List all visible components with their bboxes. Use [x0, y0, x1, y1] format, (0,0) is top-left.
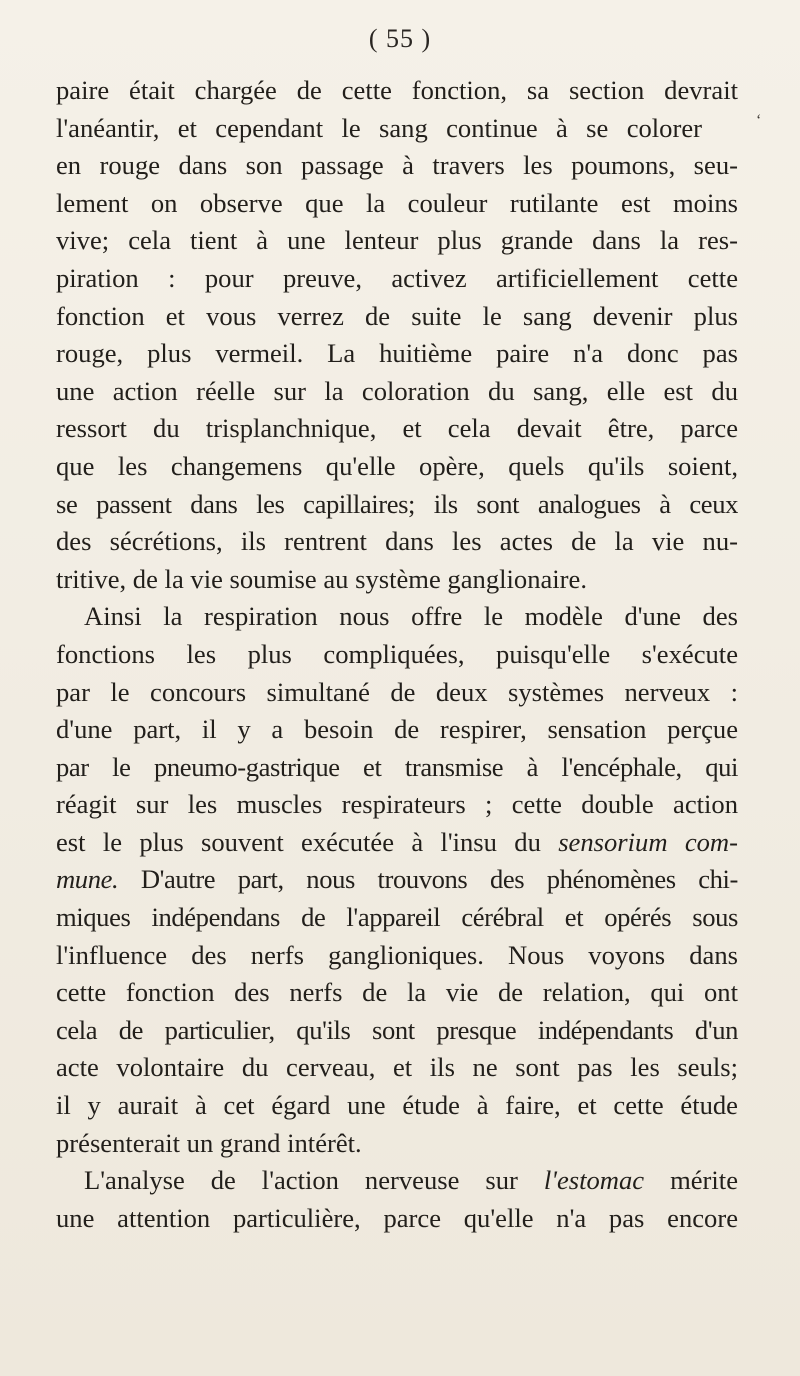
text-line: [56, 298, 738, 336]
text-line-main: par le pneumo-gastrique et transmise à l'encéphale, qui: [56, 751, 738, 782]
text-line-after: mérite: [644, 1165, 738, 1196]
text-line-main: Ainsi la respiration nous offre le modèle d'une des: [84, 601, 738, 632]
text-line-main: des sécrétions, ils rentrent dans les actes de la vie nu-: [56, 526, 738, 557]
text-line: [56, 410, 738, 448]
text-line-main: il y aurait à cet égard une étude à faire, et cette étude: [56, 1090, 738, 1121]
page-number: ( 55 ): [368, 24, 432, 53]
text-line-main: acte volontaire du cerveau, et ils ne sont pas les seuls;: [56, 1052, 738, 1083]
text-line: [56, 937, 738, 975]
text-line: [56, 598, 738, 636]
text-line-main: miques indépendans de l'appareil cérébral et opérés sous: [56, 902, 738, 933]
text-line-main: une attention particulière, parce qu'elle n'a pas encore: [56, 1202, 738, 1233]
text-line: [56, 1012, 738, 1050]
text-line: [56, 899, 738, 937]
text-line: [56, 373, 738, 411]
text-line-main: rouge, plus vermeil. La huitième paire n'a donc pas: [56, 338, 738, 369]
text-line: [56, 824, 738, 862]
text-line: [56, 1125, 738, 1163]
text-line-main: lement on observe que la couleur rutilante est moins: [56, 187, 738, 218]
text-line: [56, 749, 738, 787]
margin-mark: ‘: [756, 112, 762, 129]
text-line: [56, 674, 738, 712]
text-line-main: piration : pour preuve, activez artificiellement cette: [56, 262, 738, 293]
text-line: [56, 1200, 738, 1238]
italic-term: l'estomac: [543, 1165, 645, 1196]
text-line-main: L'analyse de l'action nerveuse sur: [84, 1165, 518, 1196]
text-line-main: que les changemens qu'elle opère, quels qu'ils soient,: [56, 450, 738, 481]
text-line: [56, 523, 738, 561]
text-line: [56, 1162, 738, 1200]
text-line-main: une action réelle sur la coloration du sang, elle est du: [56, 375, 738, 406]
text-line-main: en rouge dans son passage à travers les poumons, seu-: [56, 150, 738, 181]
text-line: [56, 1049, 738, 1087]
body-text: [56, 72, 738, 1237]
text-line: [56, 147, 738, 185]
text-line-main: réagit sur les muscles respirateurs ; cette double action: [56, 789, 738, 820]
text-line: [56, 185, 738, 223]
text-line-after: D'autre part, nous trouvons des phénomènes chi-: [118, 864, 738, 895]
text-line-main: vive; cela tient à une lenteur plus grande dans la res-: [56, 225, 738, 256]
text-line: [56, 222, 738, 260]
text-line: [56, 711, 738, 749]
italic-term: mune.: [56, 864, 119, 895]
text-line-main: est le plus souvent exécutée à l'insu du: [56, 826, 541, 857]
text-line-main: d'une part, il y a besoin de respirer, sensation perçue: [56, 714, 738, 745]
text-line: [56, 636, 738, 674]
text-line-main: cette fonction des nerfs de la vie de relation, qui ont: [56, 977, 738, 1008]
text-line: [56, 974, 738, 1012]
text-line: [56, 1087, 738, 1125]
text-line-main: présenterait un grand intérêt.: [56, 1127, 362, 1158]
text-line: [56, 486, 738, 524]
text-line: [56, 110, 738, 148]
text-line: [56, 561, 738, 599]
text-line: [56, 448, 738, 486]
text-line-main: l'influence des nerfs ganglioniques. Nous voyons dans: [56, 939, 738, 970]
text-line-main: fonction et vous verrez de suite le sang devenir plus: [56, 300, 738, 331]
text-line: [56, 786, 738, 824]
text-line-main: ressort du trisplanchnique, et cela devait être, parce: [56, 413, 738, 444]
text-line-main: tritive, de la vie soumise au système ganglionaire.: [56, 563, 587, 594]
text-line-main: l'anéantir, et cependant le sang continue à se colorer: [56, 112, 702, 143]
text-line-main: paire était chargée de cette fonction, sa section devrait: [56, 75, 738, 105]
text-line: [56, 72, 738, 110]
italic-term: sensorium com-: [558, 826, 738, 857]
text-line-main: cela de particulier, qu'ils sont presque indépendants d'un: [56, 1014, 738, 1045]
text-line-main: se passent dans les capillaires; ils sont analogues à ceux: [56, 488, 738, 519]
text-line-main: par le concours simultané de deux systèmes nerveux :: [56, 676, 738, 707]
text-line: [56, 260, 738, 298]
text-line-main: fonctions les plus compliquées, puisqu'elle s'exécute: [56, 638, 738, 669]
text-line: [56, 335, 738, 373]
text-line: [56, 861, 738, 899]
